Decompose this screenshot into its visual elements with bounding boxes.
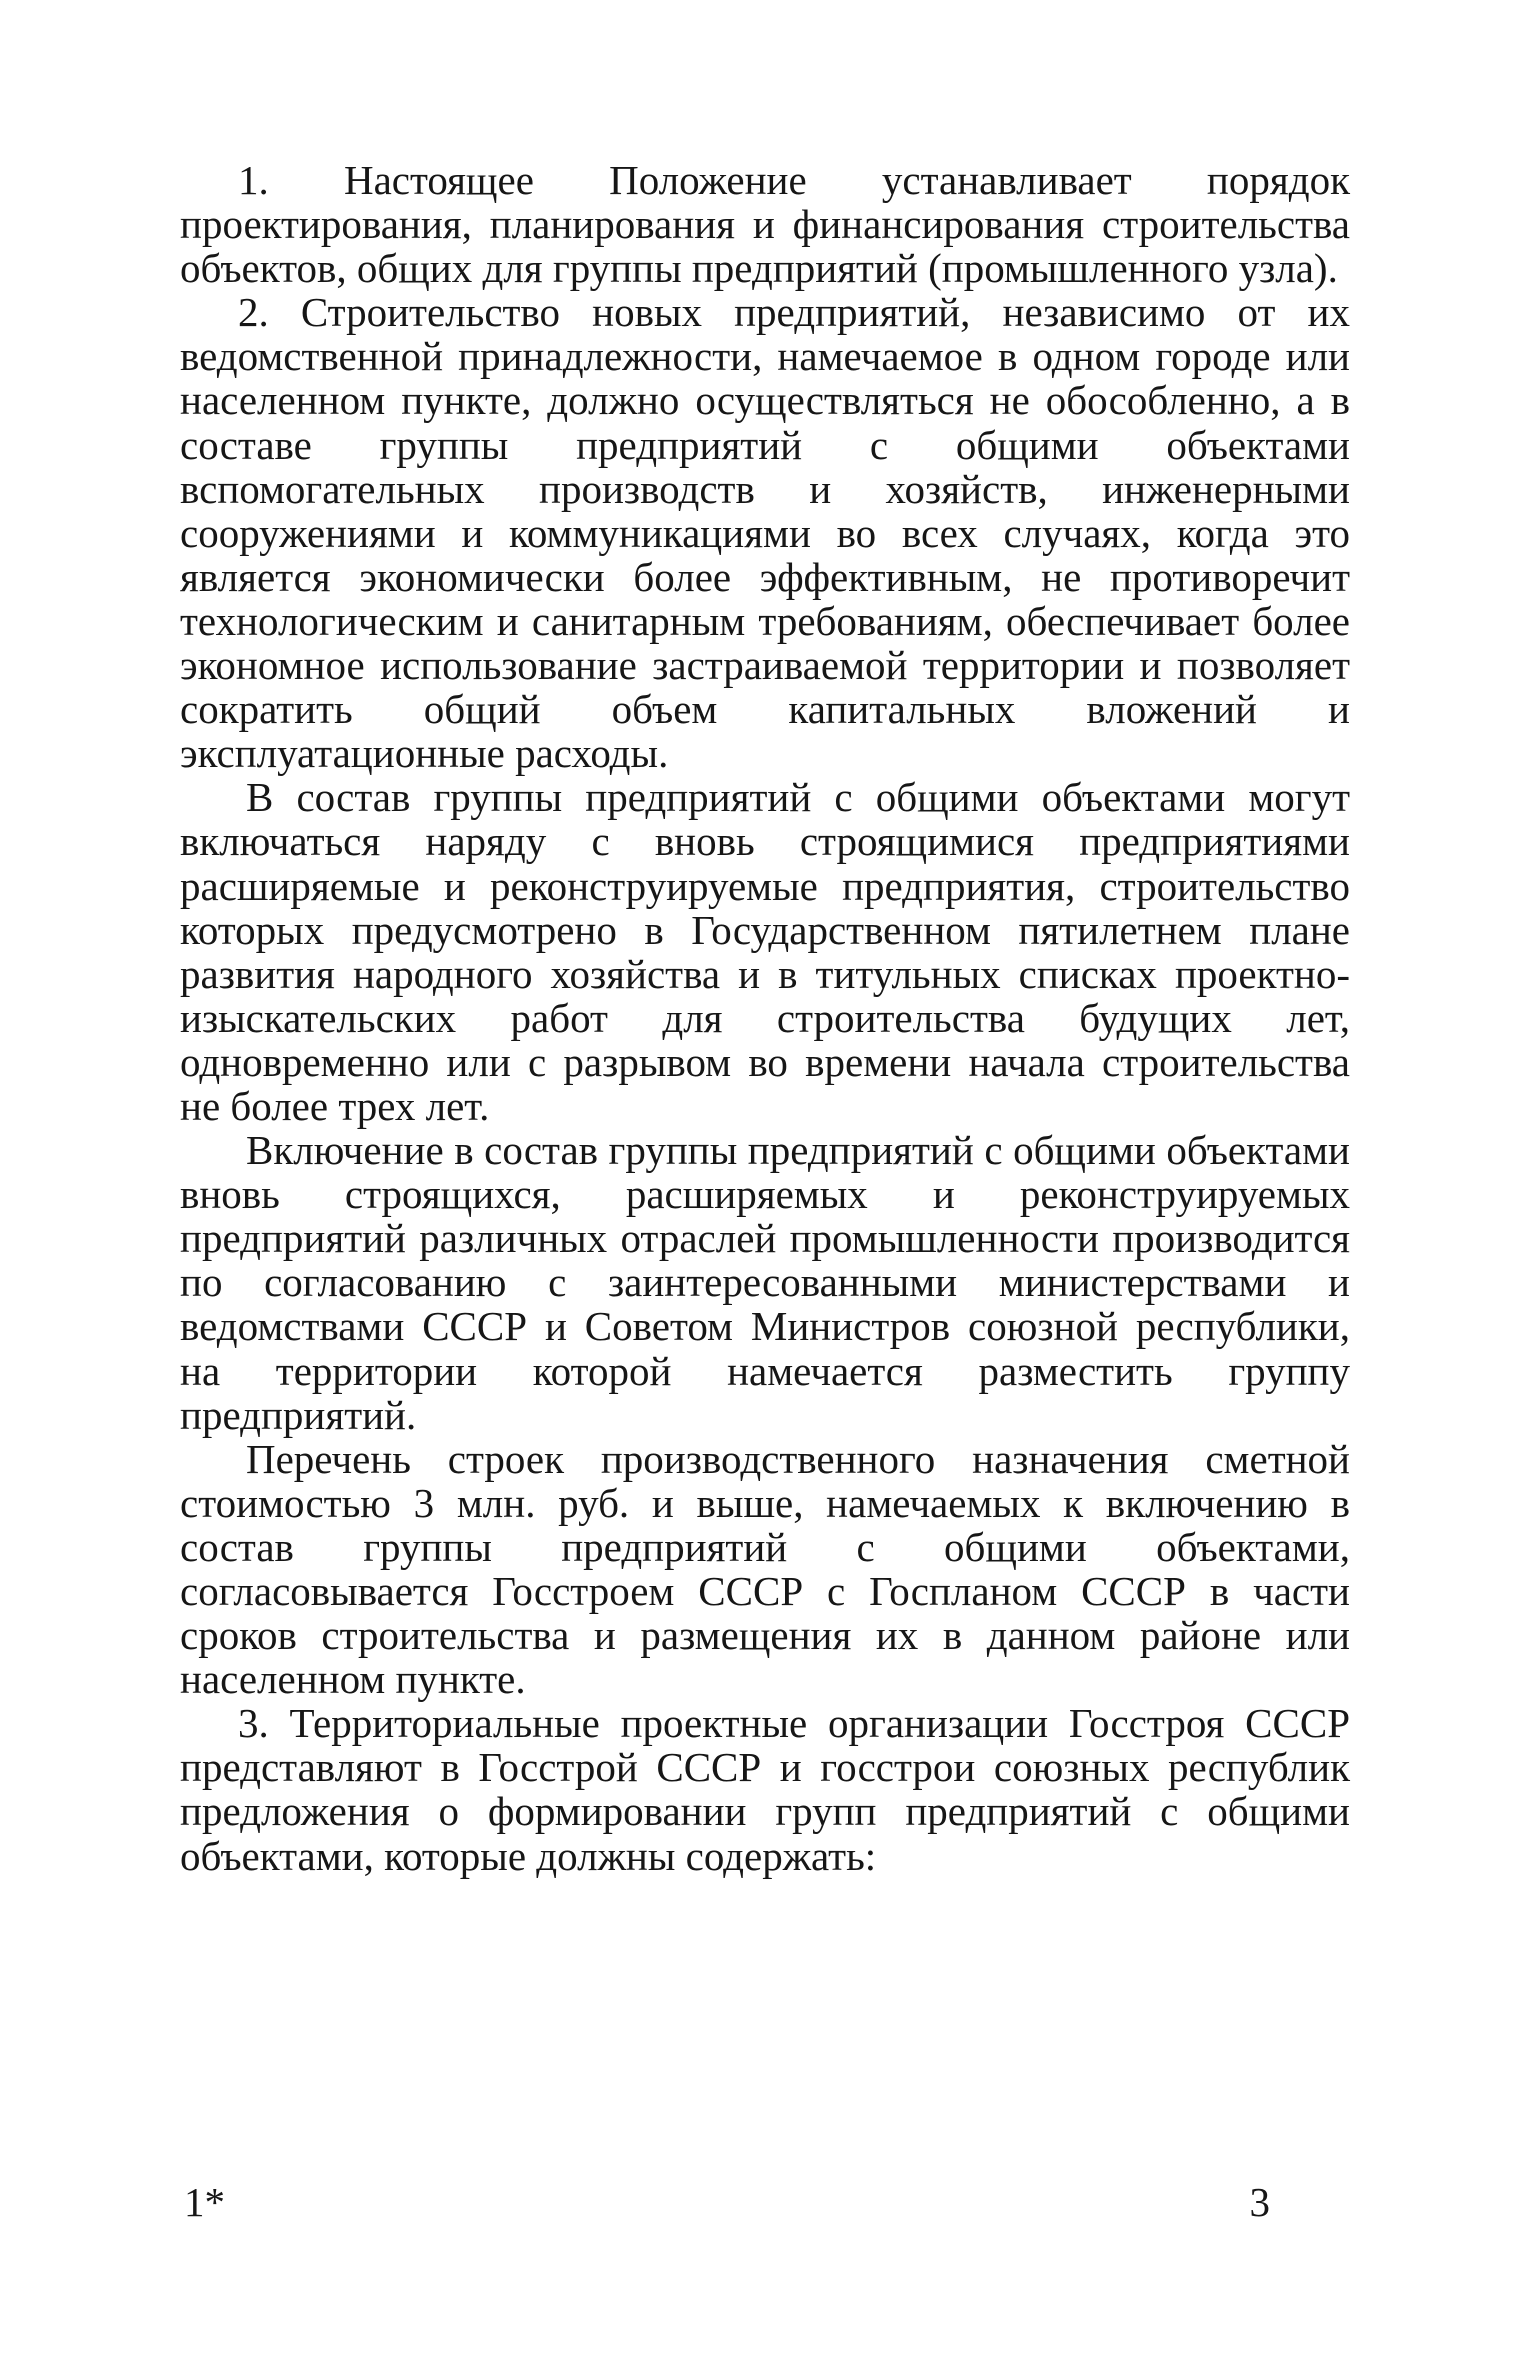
printer-signature-mark: 1*	[184, 2179, 225, 2225]
paragraph-2: 2. Строительство новых предприятий, независимо от их ведомственной принадлежности, намечаемое в одном городе или населенном пункте, должно осуществляться не обособленно, а в составе группы предприятий с общими объектами вспомогательных производств и хозяйств, инженерными сооружениями и коммуникациями во всех случаях, когда это является экономически более эффективным, не противоречит технологическим и санитарным требованиям, обеспечивает более экономное использование застраиваемой территории и позволяет сократить общий объем капитальных вложений и эксплуатационные расходы.	[180, 289, 1350, 777]
paragraph-3: 3. Территориальные проектные организации Госстроя СССР представляют в Госстрой СССР и госстрои союзных республик предложения о формировании групп предприятий с общими объектами, которые должны содержать:	[180, 1700, 1350, 1879]
paragraph-2-group-composition: В состав группы предприятий с общими объектами могут включаться наряду с вновь строящимися предприятиями расширяемые и реконструируемые предприятия, строительство которых предусмотрено в Государственном пятилетнем плане развития народного хозяйства и в титульных списках проектно-изыскательских работ для строительства будущих лет, одновременно или с разрывом во времени начала строительства не более трех лет.	[180, 774, 1350, 1129]
page-footer	[180, 2180, 1300, 2224]
paragraph-1: 1. Настоящее Положение устанавливает порядок проектирования, планирования и финансирования строительства объектов, общих для группы предприятий (промышленного узла).	[180, 157, 1350, 292]
paragraph-2-inclusion-approval: Включение в состав группы предприятий с общими объектами вновь строящихся, расширяемых и реконструируемых предприятий различных отраслей промышленности производится по согласованию с заинтересованными министерствами и ведомствами СССР и Советом Министров союзной республики, на территории которой намечается разместить группу предприятий.	[180, 1127, 1350, 1438]
document-body	[180, 158, 1350, 1878]
page-number: 3	[1249, 2179, 1270, 2225]
paragraph-2-project-list: Перечень строек производственного назначения сметной стоимостью 3 млн. руб. и выше, намечаемых к включению в состав группы предприятий с общими объектами, согласовывается Госстроем СССР с Госпланом СССР в части сроков строительства и размещения их в данном районе или населенном пункте.	[180, 1435, 1350, 1703]
